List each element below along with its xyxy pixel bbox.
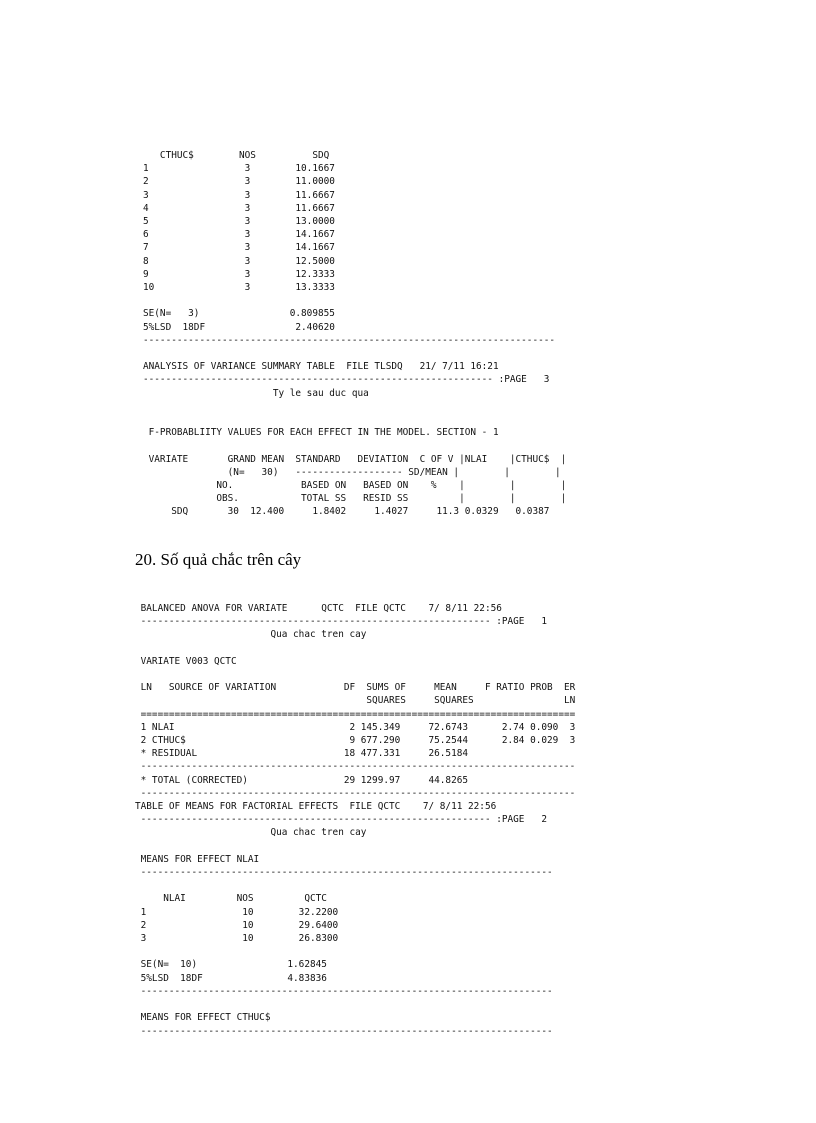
- output-line: 4 3 11.6667: [143, 202, 335, 214]
- output-line: SE(N= 3) 0.809855: [143, 308, 335, 320]
- output-line: * TOTAL (CORRECTED) 29 1299.97 44.8265: [135, 774, 469, 786]
- output-line: BALANCED ANOVA FOR VARIATE QCTC FILE QCTC 7/ 8/11 22:56: [135, 603, 502, 614]
- output-line: CTHUC$ NOS SDQ: [143, 150, 330, 161]
- output-line: 10 3 13.3333: [143, 282, 335, 294]
- output-line: -------------------------------------------------------------- :PAGE 3: [143, 374, 550, 386]
- output-line: -------------------------------------------------------------------------: [135, 985, 553, 997]
- output-line: 5%LSD 18DF 4.83836: [135, 972, 327, 984]
- output-line: SE(N= 10) 1.62845: [135, 959, 327, 971]
- output-line: 5%LSD 18DF 2.40620: [143, 321, 335, 333]
- output-line: 3 3 11.6667: [143, 189, 335, 201]
- output-line: NO. BASED ON BASED ON % | | |: [143, 480, 567, 492]
- output-line: TABLE OF MEANS FOR FACTORIAL EFFECTS FILE QCTC 7/ 8/11 22:56: [135, 801, 497, 813]
- output-line: ANALYSIS OF VARIANCE SUMMARY TABLE FILE TLSDQ 21/ 7/11 16:21: [143, 361, 499, 373]
- output-line: (N= 30) ------------------- SD/MEAN | | |: [143, 466, 561, 478]
- output-line: * RESIDUAL 18 477.331 26.5184: [135, 748, 469, 760]
- output-line: 3 10 26.8300: [135, 933, 339, 945]
- anova-output-qctc: [135, 602, 575, 1038]
- output-line: SQUARES SQUARES LN: [135, 695, 576, 707]
- output-line: Qua chac tren cay: [135, 629, 367, 641]
- output-line: NLAI NOS QCTC: [135, 893, 327, 905]
- output-line: 9 3 12.3333: [143, 268, 335, 280]
- output-line: -------------------------------------------------------------------------: [143, 334, 556, 346]
- section-heading: 20. Số quả chắc trên cây: [135, 550, 302, 569]
- output-line: Qua chac tren cay: [135, 827, 367, 839]
- output-line: SDQ 30 12.400 1.8402 1.4027 11.3 0.0329 0.0387: [143, 506, 550, 518]
- output-line: Ty le sau duc qua: [143, 387, 369, 399]
- output-line: 7 3 14.1667: [143, 242, 335, 254]
- output-line: -------------------------------------------------------------------------: [135, 1025, 553, 1037]
- output-line: VARIATE GRAND MEAN STANDARD DEVIATION C OF V |NLAI |CTHUC$ |: [143, 453, 567, 465]
- output-line: 5 3 13.0000: [143, 216, 335, 228]
- output-line: F-PROBABLIITY VALUES FOR EACH EFFECT IN THE MODEL. SECTION - 1: [143, 427, 499, 439]
- output-line: MEANS FOR EFFECT NLAI: [135, 853, 260, 865]
- anova-output-sdq: [143, 149, 566, 519]
- output-line: 1 NLAI 2 145.349 72.6743 2.74 0.090 3: [135, 721, 576, 733]
- output-line: OBS. TOTAL SS RESID SS | | |: [143, 493, 567, 505]
- output-line: -------------------------------------------------------------- :PAGE 1: [135, 616, 548, 628]
- output-line: -------------------------------------------------------------- :PAGE 2: [135, 814, 548, 826]
- output-line: 2 3 11.0000: [143, 176, 335, 188]
- output-line: 6 3 14.1667: [143, 229, 335, 241]
- output-line: VARIATE V003 QCTC: [135, 655, 237, 667]
- output-line: MEANS FOR EFFECT CTHUC$: [135, 1012, 271, 1024]
- output-line: 2 CTHUC$ 9 677.290 75.2544 2.84 0.029 3: [135, 735, 576, 747]
- output-line: =============================================================================: [135, 708, 576, 720]
- output-line: -----------------------------------------------------------------------------: [135, 761, 576, 773]
- output-line: 1 10 32.2200: [135, 906, 339, 918]
- output-line: 1 3 10.1667: [143, 163, 335, 175]
- output-line: -------------------------------------------------------------------------: [135, 867, 553, 879]
- output-line: 2 10 29.6400: [135, 919, 339, 931]
- output-line: 8 3 12.5000: [143, 255, 335, 267]
- output-line: -----------------------------------------------------------------------------: [135, 787, 576, 799]
- output-line: LN SOURCE OF VARIATION DF SUMS OF MEAN F RATIO PROB ER: [135, 682, 576, 694]
